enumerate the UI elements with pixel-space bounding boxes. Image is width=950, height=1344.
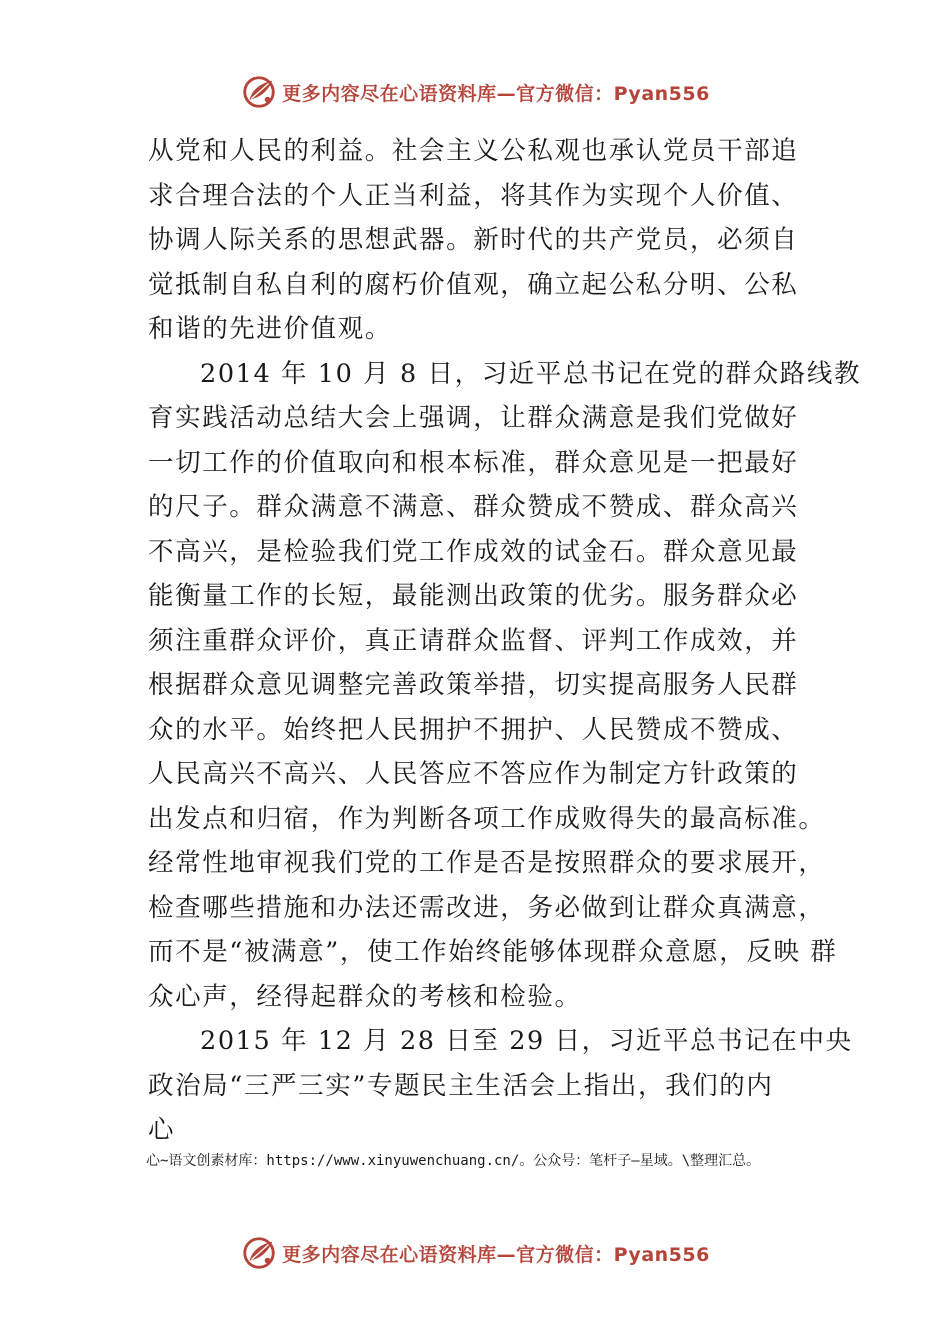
text-line: 能衡量工作的长短，最能测出政策的优劣。服务群众必 — [148, 581, 799, 611]
text-line: 协调人际关系的思想武器。新时代的共产党员，必须自 — [148, 225, 799, 255]
text-line: 根据群众意见调整完善政策举措，切实提高服务人民群 — [148, 670, 799, 700]
text-line: 2014 年 10 月 8 日，习近平总书记在党的群众路线教 — [200, 358, 862, 389]
text-line: 经常性地审视我们党的工作是否是按照群众的要求展开， — [148, 848, 826, 878]
header-banner — [0, 70, 950, 114]
text-line: 不高兴，是检验我们党工作成效的试金石。群众意见最 — [148, 536, 799, 567]
text-line: 育实践活动总结大会上强调，让群众满意是我们党做好 — [148, 403, 799, 433]
leaf-logo-icon — [240, 73, 278, 111]
text-line: 人民高兴不高兴、人民答应不答应作为制定方针政策的 — [148, 759, 799, 789]
text-line: 求合理合法的个人正当利益，将其作为实现个人价值、 — [148, 180, 799, 211]
leaf-logo-icon — [240, 1234, 278, 1272]
text-line: 检查哪些措施和办法还需改进，务必做到让群众真满意， — [148, 892, 826, 923]
text-line: 众的水平。始终把人民拥护不拥护、人民赞成不赞成、 — [148, 714, 799, 745]
text-line: 和谐的先进价值观。 — [148, 314, 392, 344]
text-line: 而不是“被满意”，使工作始终能够体现群众意愿，反映 群 — [148, 937, 838, 967]
text-line: 2015 年 12 月 28 日至 29 日，习近平总书记在中央 — [200, 1026, 853, 1056]
source-footnote: 心~语文创素材库：https://www.xinyuwenchuang.cn/。公众号：笔杆子—星域。\整理汇总。 — [146, 1153, 761, 1169]
banner-text: 更多内容尽在心语资料库—官方微信：Pyan556 — [282, 82, 710, 105]
text-line: 从党和人民的利益。社会主义公私观也承认党员干部追 — [148, 136, 799, 166]
text-line: 众心声，经得起群众的考核和检验。 — [148, 981, 582, 1012]
footer-banner — [0, 1231, 950, 1275]
text-line: 觉抵制自私自利的腐朽价值观，确立起公私分明、公私 — [148, 269, 799, 300]
text-line: 心 — [148, 1115, 176, 1145]
text-line: 的尺子。群众满意不满意、群众赞成不赞成、群众高兴 — [148, 492, 799, 522]
banner-text: 更多内容尽在心语资料库—官方微信：Pyan556 — [282, 1243, 710, 1266]
text-line: 一切工作的价值取向和根本标准，群众意见是一把最好 — [148, 447, 799, 478]
text-line: 政治局“三严三实”专题民主生活会上指出，我们的内 — [148, 1070, 774, 1101]
document-body — [148, 129, 862, 1153]
text-line: 出发点和归宿，作为判断各项工作成败得失的最高标准。 — [148, 803, 826, 834]
text-line: 须注重群众评价，真正请群众监督、评判工作成效，并 — [148, 625, 799, 656]
